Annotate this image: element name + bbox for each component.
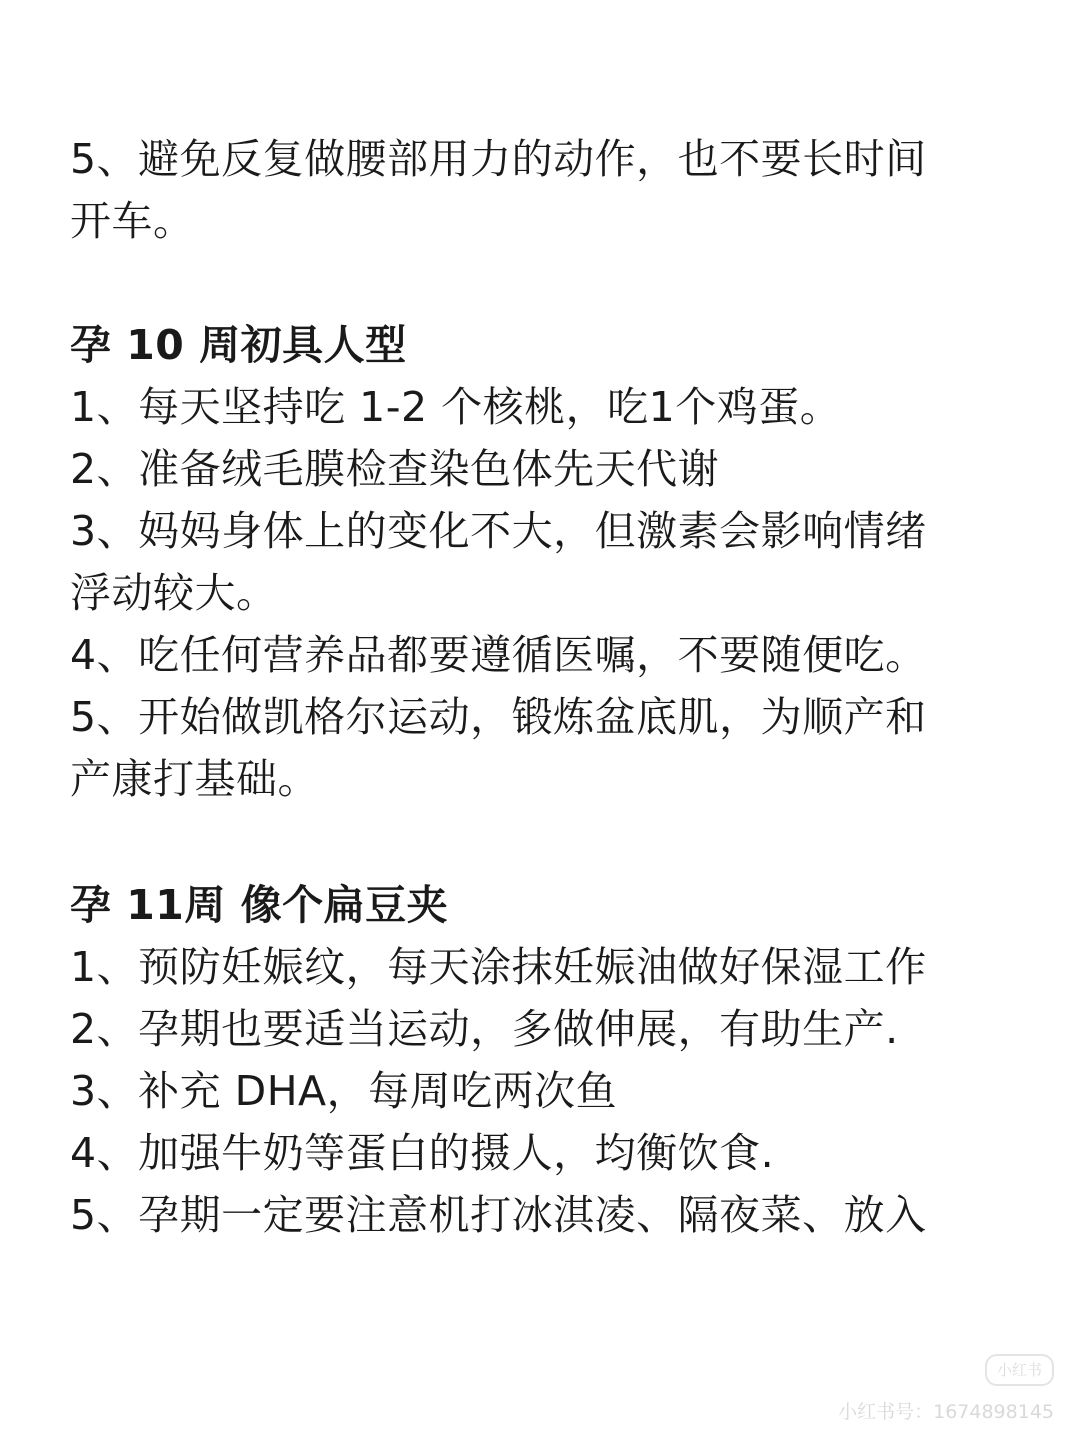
week10-item-1: 1、每天坚持吃 1-2 个核桃，吃1个鸡蛋。: [70, 383, 842, 431]
week10-item-3: 3、妈妈身体上的变化不大，但激素会影响情绪: [70, 507, 927, 555]
watermark-logo: 小红书: [985, 1354, 1054, 1386]
week11-item-3: 3、补充 DHA，每周吃两次鱼: [70, 1067, 618, 1115]
spacer: [70, 252, 1020, 314]
article-content: [70, 128, 1020, 1246]
week10-heading: 孕 10 周初具人型: [70, 321, 407, 369]
week10-item-4: 4、吃任何营养品都要遵循医嘱，不要随便吃。: [70, 631, 927, 679]
week11-item-5: 5、孕期一定要注意机打冰淇凌、隔夜菜、放入: [70, 1191, 927, 1239]
watermark: [838, 1354, 1054, 1424]
week10-item-5: 5、开始做凯格尔运动，锻炼盆底肌，为顺产和: [70, 693, 927, 741]
intro-line-2: 开车。: [70, 197, 195, 245]
week10-item-2: 2、准备绒毛膜检查染色体先天代谢: [70, 445, 720, 493]
week11-item-4: 4、加强牛奶等蛋白的摄人，均衡饮食.: [70, 1129, 775, 1177]
watermark-id: 小红书号：1674898145: [838, 1401, 1054, 1423]
week11-item-1: 1、预防妊娠纹，每天涂抹妊娠油做好保湿工作: [70, 943, 927, 991]
week10-item-5-cont: 产康打基础。: [70, 755, 319, 803]
spacer: [70, 810, 1020, 874]
week11-item-2: 2、孕期也要适当运动，多做伸展，有助生产.: [70, 1005, 899, 1053]
week11-heading: 孕 11周 像个扁豆夹: [70, 881, 449, 929]
intro-line-1: 5、避免反复做腰部用力的动作，也不要长时间: [70, 135, 927, 183]
week10-item-3-cont: 浮动较大。: [70, 569, 278, 617]
